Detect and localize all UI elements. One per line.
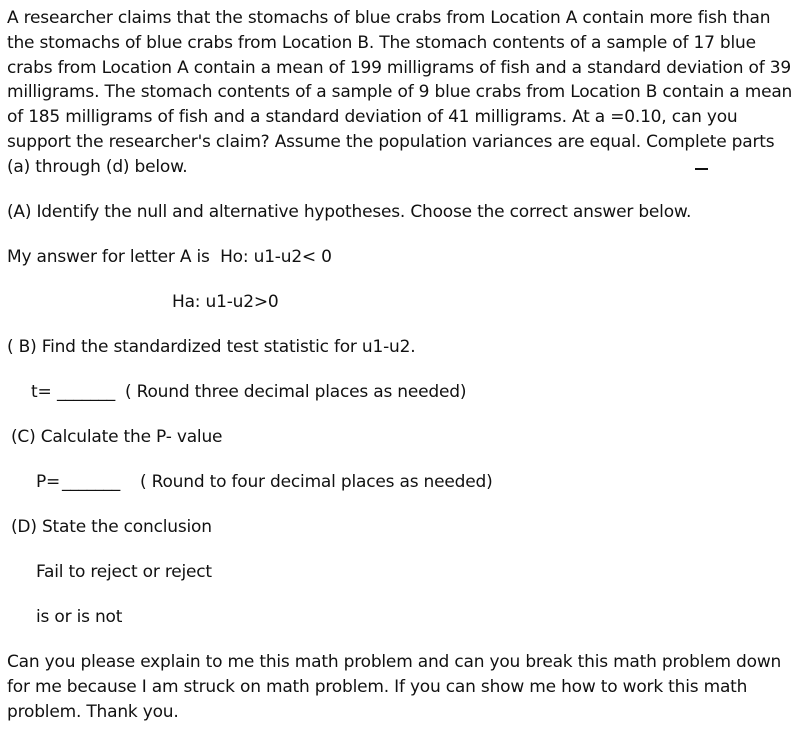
part-b-question: ( B) Find the standardized test statistic for u1-u2. — [7, 337, 416, 357]
part-d-option-reject: Fail to reject or reject — [36, 562, 212, 582]
part-a-question: (A) Identify the null and alternative hypotheses. Choose the correct answer below. — [7, 202, 692, 222]
part-c-answer-blank: _______ — [62, 472, 121, 492]
part-d-option-is: is or is not — [36, 607, 123, 627]
part-c-rounding-note: ( Round to four decimal places as needed) — [140, 472, 493, 492]
part-a-alternative-hypothesis: Ha: u1-u2>0 — [172, 292, 279, 312]
part-b-answer-blank: _______ — [57, 382, 116, 402]
part-c-answer-label: P= — [36, 472, 61, 492]
handwritten-underline-mark — [695, 168, 708, 170]
part-c-question: (C) Calculate the P- value — [11, 427, 223, 447]
part-a-answer: My answer for letter A is Ho: u1-u2< 0 — [7, 247, 332, 267]
problem-statement: A researcher claims that the stomachs of blue crabs from Location A contain more fish than the stomachs of blue crabs from Location B. The stomach contents of a sample of 17 blue crabs from Location A contain a mean of 199 milligrams of fish and a standard deviation of 39 milligrams. The stomach contents of a sample of 9 blue crabs from Location B contain a mean of 185 milligrams of fish and a standard deviation of 41 milligrams. At a =0.10, can you support the researcher's claim? Assume the population variances are equal. Complete parts (a) through (d) below. — [7, 8, 793, 177]
closing-request: Can you please explain to me this math problem and can you break this math problem down for me because I am struck on math problem. If you can show me how to work this math problem. Thank you. — [7, 652, 782, 722]
part-b-answer-label: t= — [31, 382, 52, 402]
part-d-question: (D) State the conclusion — [11, 517, 212, 537]
part-b-rounding-note: ( Round three decimal places as needed) — [125, 382, 467, 402]
